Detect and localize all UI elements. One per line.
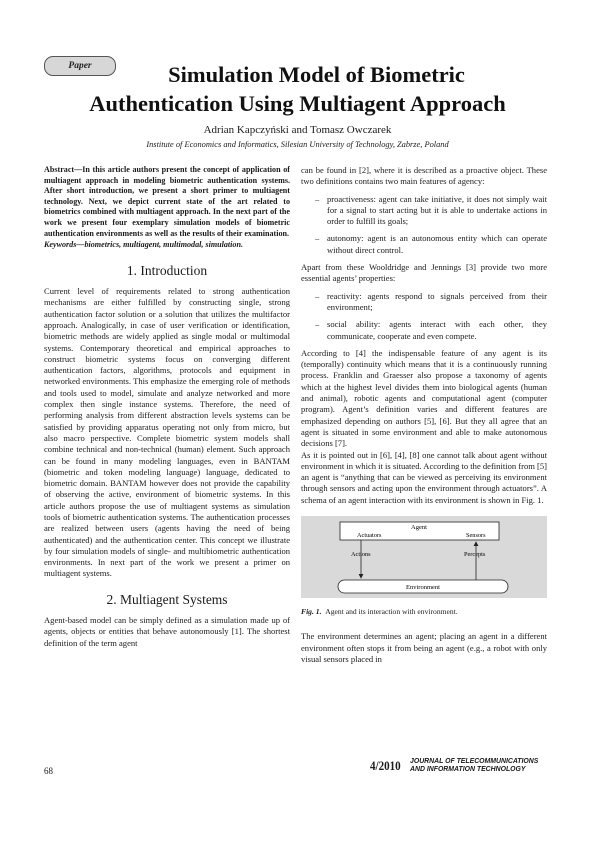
agent-label: Agent (411, 524, 427, 532)
sensors-label: Sensors (466, 532, 486, 540)
section-1-text: Current level of requirements related to strong authentication mechanisms are either fulfilled by constructing single, strong authentication factor solution or a solution that utilizes the multifactor approach. Analogically, in case of user verification or identification, biometric methods are widely applied as single modal or multimodal systems. Contemporary theoretical and empirical approaches to construct biometric systems focus on converging different authentication factors, algorithms, protocols and equipment in networked environments. This emphasize the emerging role of methods and tools used to model, simulate and analyze networked and more complex then single instance systems. Therefore, the need of performing analysis from different abstraction levels systems can be satisfied by providing apparatus operating not only from micro, but also macro perspective. Complete biometric system models shall combine technical and non-technical (human) element. Such approach can be found in many modeling languages, even in BANTAM (biometric and token modeling language) language, dedicated to biometric domain. BANTAM however does not provide the capability of observing the active, environment of biometric systems. In this article authors propose the use of multiagent systems as simulation tools of biometric authentication systems. The authentication processes are realized between users (agents having the need of being authenticated) and the authentication center. This concept we illustrate by four simulation models of single- and multibiometric authentication environments. In next part of the work we present a primer on multiagent systems. (44, 286, 290, 579)
right-paragraph-2: Apart from these Wooldridge and Jennings [3] provide two more essential agents’ properties: (301, 262, 547, 284)
figure-agent-environment (301, 516, 547, 598)
left-column (44, 165, 290, 649)
right-paragraph-4: As it is pointed out in [6], [4], [8] one cannot talk about agent without environment in which it is situated. According to the definition from [5] an agent is “anything that can be viewed as perceiving its environment through sensors and acting upon the environment through actuators”. A schema of an agent interaction with its environment is shown in Fig. 1. (301, 449, 547, 505)
environment-label: Environment (406, 584, 440, 592)
list-item: – social ability: agents interact with each other, they communicate, cooperate and even compete. (315, 319, 547, 341)
right-paragraph-5: The environment determines an agent; placing an agent in a different environment often stops it from being an agent (e.g., a robot with only visual sensors placed in (301, 631, 547, 664)
list-item-text: proactiveness: agent can take initiative, it does not simply wait for a signal to start acting but it is able to undertake actions in order to fulfill its goals; (327, 193, 547, 227)
section-1-heading: 1. Introduction (126, 262, 208, 278)
agent-properties-list (301, 291, 547, 342)
list-item-text: social ability: agents interact with each other, they communicate, cooperate and even compete. (327, 319, 547, 341)
section-2-text: Agent-based model can be simply defined as a simulation made up of agents, objects or entities that behave autonomously [1]. The shortest definition of the term agent (44, 615, 290, 648)
affiliation: Institute of Economics and Informatics, Silesian University of Technology, Zabrze, Poland (146, 140, 449, 149)
percepts-label: Percepts (464, 551, 486, 559)
actuators-label: Actuators (357, 532, 382, 540)
list-item-text: autonomy: agent is an autonomous entity which can operate without direct control. (327, 233, 547, 255)
section-2-heading: 2. Multiagent Systems (106, 591, 228, 607)
title-line-2: Authentication Using Multiagent Approach (89, 91, 506, 116)
list-item-text: reactivity: agents respond to signals perceived from their environment; (327, 290, 547, 312)
list-item: – proactiveness: agent can take initiative, it does not simply wait for a signal to start acting but it is able to undertake actions in order to fulfill its goals; (315, 193, 547, 227)
caption-text: Agent and its interaction with environment. (325, 607, 458, 617)
page-number: 68 (44, 766, 53, 776)
issue-number: 4/2010 (370, 758, 401, 773)
caption-label: Fig. 1. (301, 607, 322, 617)
right-paragraph-1: can be found in [2], where it is described as a proactive object. These two definitions contains two main features of agency: (301, 165, 547, 187)
journal-line-2: AND INFORMATION TECHNOLOGY (410, 766, 526, 773)
title-line-1: Simulation Model of Biometric (168, 62, 465, 87)
keywords: Keywords—biometrics, multiagent, multimodal, simulation. (44, 240, 243, 250)
actions-label: Actions (351, 551, 371, 559)
figure-caption (301, 606, 547, 617)
journal-name (410, 758, 538, 774)
paper-badge: Paper (44, 56, 116, 76)
right-paragraph-3: According to [4] the indispensable feature of any agent is its (temporally) continuity which means that it is a continuously running process. Franklin and Graesser also propose a taxonomy of agents which at the highest level divides them into biological agents (human and animal), robotic agents and computational agent (computer program). Agent’s definition varies and different features are emphasized depending on authors [5], [6]. But they all agree that an agent is situated in some environment and able to make autonomous decisions [7]. (301, 347, 547, 449)
journal-line-1: JOURNAL OF TELECOMMUNICATIONS (410, 758, 539, 765)
list-item: – reactivity: agents respond to signals perceived from their environment; (315, 290, 547, 312)
agency-features-list (301, 194, 547, 256)
paper-title (40, 60, 555, 118)
right-column (301, 165, 547, 665)
list-item: – autonomy: agent is an autonomous entity which can operate without direct control. (315, 233, 547, 255)
agent-diagram (301, 516, 547, 598)
abstract: Abstract—In this article authors present the concept of application of multiagent approach in modeling biometric authentication systems. After short introduction, we present a short primer to multiagent technology. Next, we depict current state of the art related to biometrics combined with multiagent approach. In the next part of the work we present four exemplary simulation models of biometric authentication environments as well as the results of their examination. (44, 165, 290, 238)
authors: Adrian Kapczyński and Tomasz Owczarek (203, 124, 392, 136)
